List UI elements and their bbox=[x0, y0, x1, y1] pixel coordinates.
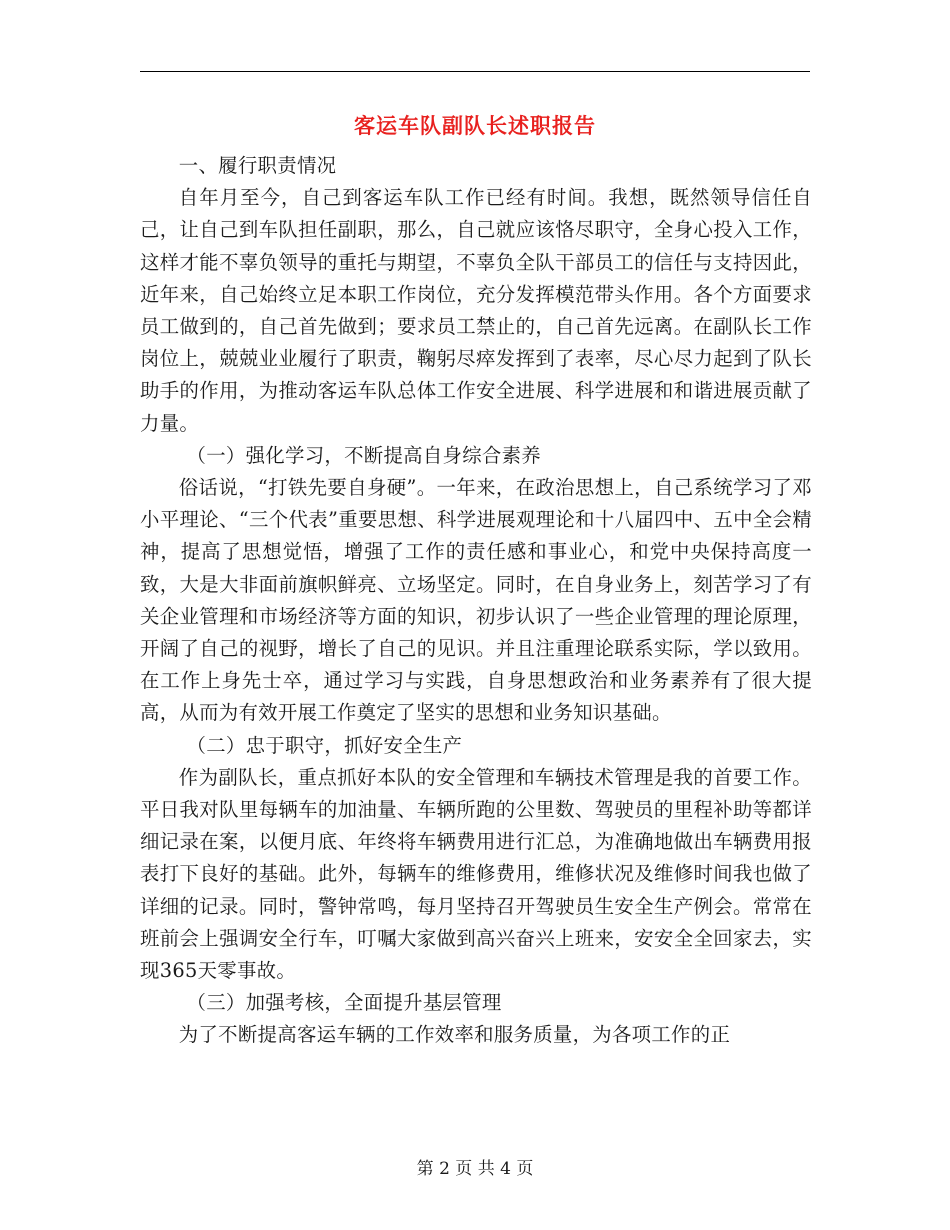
document-body bbox=[140, 150, 812, 1052]
page-footer: 第 2 页 共 4 页 bbox=[416, 1159, 534, 1179]
document-title: 客运车队副队长述职报告 bbox=[354, 113, 596, 138]
subsection-heading: （三）加强考核，全面提升基层管理 bbox=[186, 991, 502, 1015]
header-rule bbox=[140, 71, 810, 72]
subsection-heading: （二）忠于职守，抓好安全生产 bbox=[186, 733, 463, 757]
body-paragraph: 自年月至今，自己到客运车队工作已经有时间。我想，既然领导信任自己，让自己到车队担任副职，那么，自己就应该恪尽职守，全身心投入工作，这样才能不辜负领导的重托与期望，不辜负全队干部员工的信任与支持因此，近年来，自己始终立足本职工作岗位，充分发挥模范带头作用。各个方面要求员工做到的，自己首先做到；要求员工禁止的，自己首先远离。在副队长工作岗位上，兢兢业业履行了职责，鞠躬尽瘁发挥到了表率，尽心尽力起到了队长助手的作用，为推动客运车队总体工作安全进展、科学进展和和谐进展贡献了力量。 bbox=[140, 186, 812, 435]
body-paragraph: 俗话说，“打铁先要自身硬”。一年来，在政治思想上，自己系统学习了邓小平理论、“三个代表”重要思想、科学进展观理论和十八届四中、五中全会精神，提高了思想觉悟，增强了工作的责任感和事业心，和党中央保持高度一致，大是大非面前旗帜鲜亮、立场坚定。同时，在自身业务上，刻苦学习了有关企业管理和市场经济等方面的知识，初步认识了一些企业管理的理论原理，开阔了自己的视野，增长了自己的见识。并且注重理论联系实际，学以致用。在工作上身先士卒，通过学习与实践，自身思想政治和业务素养有了很大提高，从而为有效开展工作奠定了坚实的思想和业务知识基础。 bbox=[140, 476, 812, 725]
body-paragraph: 作为副队长，重点抓好本队的安全管理和车辆技术管理是我的首要工作。平日我对队里每辆车的加油量、车辆所跑的公里数、驾驶员的里程补助等都详细记录在案，以便月底、年终将车辆费用进行汇总，为准确地做出车辆费用报表打下良好的基础。此外，每辆车的维修费用，维修状况及维修时间我也做了详细的记录。同时，警钟常鸣，每月坚持召开驾驶员生安全生产例会。常常在班前会上强调安全行车，叮嘱大家做到高兴奋兴上班来，安安全全回家去，实现365天零事故。 bbox=[140, 765, 812, 983]
body-paragraph: 为了不断提高客运车辆的工作效率和服务质量，为各项工作的正 bbox=[178, 1023, 731, 1047]
subsection-heading: （一）强化学习，不断提高自身综合素养 bbox=[186, 443, 541, 467]
section-heading: 一、履行职责情况 bbox=[178, 154, 337, 177]
